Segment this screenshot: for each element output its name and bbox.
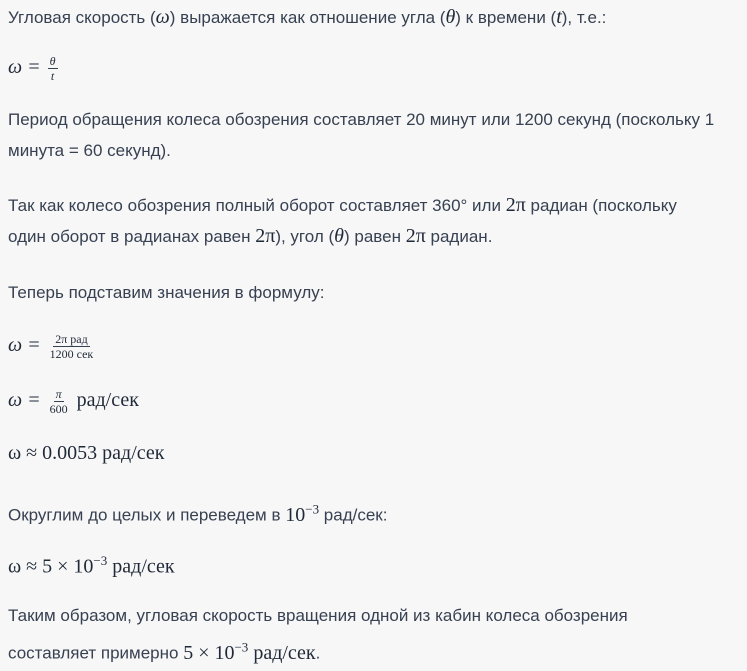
power-exponent: −3 (305, 501, 320, 516)
fraction-denominator: 600 (49, 401, 68, 416)
math-2pi: 2π (505, 194, 526, 216)
math-result (183, 639, 316, 664)
text-fragment: Округлим до целых и переведем в (8, 505, 286, 525)
power-base: 10 (285, 503, 306, 526)
math-2pi: 2π (255, 225, 276, 247)
fraction-denominator: 1200 сек (49, 346, 94, 361)
fraction (48, 388, 70, 415)
substitute-paragraph (8, 277, 324, 308)
equation-omega-approx-scientific (8, 545, 175, 583)
angle-paragraph (8, 190, 677, 252)
text-fragment: радиан (поскольку (525, 196, 677, 215)
fraction-numerator: π (55, 386, 62, 401)
equation-omega-2pi-over-1200 (8, 330, 97, 361)
power-exponent: −3 (234, 639, 249, 654)
math-t: t (556, 6, 562, 28)
text-fragment: ) равен (343, 227, 406, 246)
text-fragment: ), т.е.: (561, 8, 607, 27)
text-fragment: ), угол ( (275, 227, 335, 246)
text-fragment: Угловая скорость ( (8, 8, 156, 27)
text-fragment: . (315, 643, 321, 663)
math-omega: ω (155, 6, 170, 28)
text-fragment: радиан. (425, 227, 493, 246)
text-line: минута = 60 секунд). (8, 141, 171, 160)
math-power (285, 501, 320, 526)
intro-paragraph (8, 2, 606, 33)
math-theta: θ (334, 225, 344, 247)
equation-omega-approx-decimal (8, 438, 164, 469)
equation-text: ω ≈ 5 × 10 (8, 555, 94, 578)
fraction (48, 333, 96, 360)
text-fragment: рад/сек: (319, 505, 388, 525)
equation-unit: рад/сек (76, 389, 139, 411)
equation-unit: рад/сек (107, 555, 175, 578)
round-paragraph (8, 493, 387, 531)
fraction-numerator: θ (49, 53, 56, 68)
text-fragment: ) выражается как отношение угла ( (169, 8, 446, 27)
text-fragment: один оборот в радианах равен (8, 227, 256, 246)
text-fragment: составляет примерно (8, 643, 184, 663)
fraction (48, 55, 58, 82)
equation-lhs: ω = (8, 56, 41, 78)
math-theta: θ (445, 6, 456, 28)
math-unit: рад/сек (248, 641, 316, 664)
fraction-denominator: t (50, 68, 55, 83)
equation-omega-theta-over-t (8, 52, 60, 83)
text-fragment: Так как колесо обозрения полный оборот составляет 360° или (8, 196, 506, 215)
equation-lhs: ω = (8, 334, 41, 356)
text-line: Теперь подставим значения в формулу: (8, 283, 325, 302)
power-exponent: −3 (93, 553, 108, 568)
equation-lhs: ω = (8, 389, 41, 411)
period-paragraph (8, 104, 714, 166)
math-2pi: 2π (405, 225, 426, 247)
fraction-numerator: 2π рад (55, 331, 88, 346)
text-fragment: ) к времени ( (455, 8, 557, 27)
conclusion-paragraph (8, 600, 628, 669)
text-line: Период обращения колеса обозрения составляет 20 минут или 1200 секунд (поскольку 1 (8, 110, 715, 129)
math-text: 5 × 10 (183, 641, 235, 664)
equation-omega-pi-over-600 (8, 385, 139, 416)
text-line: Таким образом, угловая скорость вращения одной из кабин колеса обозрения (8, 606, 628, 625)
equation-text: ω ≈ 0.0053 рад/сек (8, 442, 165, 464)
